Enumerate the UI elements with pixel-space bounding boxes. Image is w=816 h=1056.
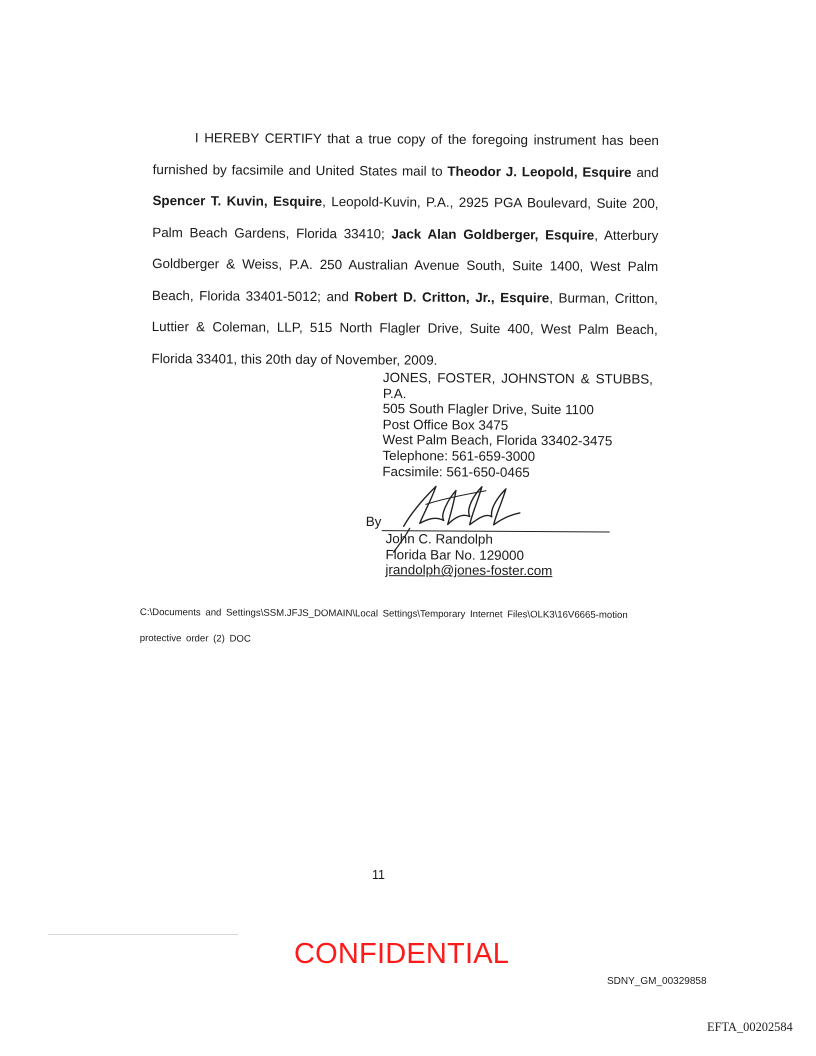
counsel-leopold: Theodor J. Leopold, Esquire bbox=[447, 163, 632, 180]
signer-details bbox=[385, 531, 552, 579]
counsel-critton: Robert D. Critton, Jr., Esquire bbox=[354, 288, 550, 305]
firm-telephone: Telephone: 561-659-3000 bbox=[382, 447, 536, 464]
bates-number: SDNY_GM_00329858 bbox=[607, 976, 707, 987]
file-path-line-2: protective order (2) DOC bbox=[139, 632, 251, 645]
certificate-text-5: , Burman, Critton, Luttier & Coleman, LLP, 515 North Flagler Drive, Suite 400, West Palm Beach, Florida 33401, this 20th day of November, 2009. bbox=[151, 289, 658, 368]
signer-bar-number: Florida Bar No. 129000 bbox=[385, 546, 525, 563]
confidential-stamp: CONFIDENTIAL bbox=[294, 938, 510, 970]
file-path-line-1: C:\Documents and Settings\SSM.JFJS_DOMAIN\Local Settings\Temporary Internet Files\OLK3\16V6665-motion bbox=[139, 606, 628, 621]
firm-address-3: West Palm Beach, Florida 33402-3475 bbox=[382, 432, 613, 449]
firm-signature-block bbox=[382, 370, 673, 481]
signer-name: John C. Randolph bbox=[385, 531, 493, 547]
by-label: By bbox=[365, 513, 382, 530]
firm-address-2: Post Office Box 3475 bbox=[382, 416, 509, 433]
certificate-of-service bbox=[151, 122, 659, 377]
signature-area bbox=[365, 478, 626, 590]
certificate-paragraph bbox=[151, 122, 659, 377]
certificate-text-2: and bbox=[631, 164, 659, 180]
certificate-text-3: , Leopold-Kuvin, P.A., 2925 PGA Boulevard, Suite 200, Palm Beach Gardens, Florida 33410; bbox=[152, 194, 659, 241]
firm-facsimile: Facsimile: 561-650-0465 bbox=[382, 463, 530, 480]
page-number: 11 bbox=[372, 868, 385, 882]
efta-number: EFTA_00202584 bbox=[707, 1020, 793, 1034]
scan-artifact bbox=[48, 934, 238, 935]
document-file-path bbox=[140, 600, 660, 655]
counsel-kuvin: Spencer T. Kuvin, Esquire bbox=[152, 192, 323, 210]
firm-name-line-1: JONES, FOSTER, JOHNSTON & STUBBS, bbox=[382, 370, 653, 387]
firm-address-1: 505 South Flagler Drive, Suite 1100 bbox=[382, 401, 594, 418]
certificate-text-1: I HEREBY CERTIFY that a true copy of the foregoing instrument has been furnished by facsimile and United States mail to bbox=[152, 130, 659, 179]
signer-email: jrandolph@jones-foster.com bbox=[385, 562, 553, 579]
firm-name-line-2: P.A. bbox=[382, 385, 407, 401]
counsel-goldberger: Jack Alan Goldberger, Esquire bbox=[391, 225, 595, 243]
certificate-text-4: , Atterbury Goldberger & Weiss, P.A. 250 Australian Avenue South, Suite 1400, West Palm Beach, Florida 33401-5012; and bbox=[151, 227, 659, 304]
